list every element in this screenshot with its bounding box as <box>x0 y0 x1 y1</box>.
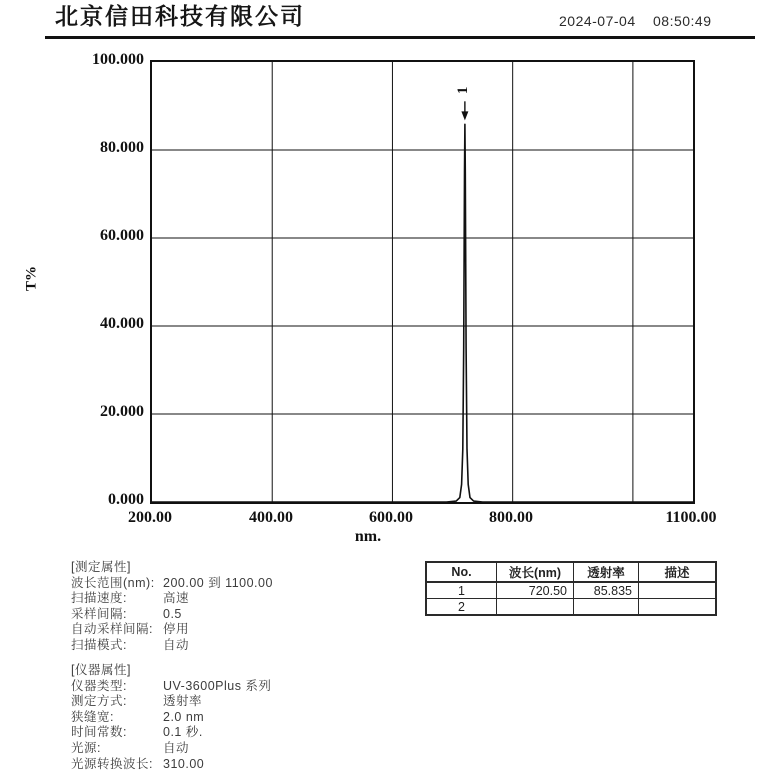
property-label: 自动采样间隔: <box>71 622 153 637</box>
property-value: 高速 <box>163 591 190 606</box>
property-value: 310.00 <box>163 756 205 771</box>
peak-table-header-no: No. <box>426 562 497 582</box>
report-time: 08:50:49 <box>653 13 712 29</box>
peak-description <box>639 599 717 616</box>
property-value: 200.00 到 1100.00 <box>163 575 273 590</box>
x-tick-label: 600.00 <box>369 509 413 526</box>
property-label: 测定方式: <box>71 694 127 709</box>
peak-no: 2 <box>426 599 497 616</box>
x-tick-label: 800.00 <box>489 509 533 526</box>
header-divider <box>45 36 755 39</box>
property-label: 狭缝宽: <box>71 709 114 724</box>
peak-no: 1 <box>426 582 497 599</box>
peak-wavelength: 720.50 <box>497 582 574 599</box>
property-label: 波长范围(nm): <box>71 575 155 590</box>
peak-table-header-description: 描述 <box>639 562 717 582</box>
property-row <box>71 679 271 695</box>
y-tick-label: 100.000 <box>92 51 144 68</box>
instrument-properties-panel <box>71 663 271 772</box>
peak-table <box>425 561 717 616</box>
y-tick-label: 0.000 <box>108 491 144 508</box>
panel-title: [仪器属性] <box>71 663 131 677</box>
x-axis-title: nm. <box>354 528 382 545</box>
x-tick-label: 1100.00 <box>665 509 717 526</box>
peak-wavelength <box>497 599 574 616</box>
property-value: UV-3600Plus 系列 <box>163 678 272 693</box>
property-label: 扫描速度: <box>71 591 127 606</box>
property-value: 停用 <box>163 622 190 637</box>
report-date: 2024-07-04 <box>559 13 636 29</box>
property-row <box>71 607 273 623</box>
peak-description <box>639 582 717 599</box>
property-row <box>71 591 273 607</box>
property-label: 光源转换波长: <box>71 756 153 771</box>
x-tick-label: 200.00 <box>128 509 172 526</box>
spectrum-plot-area <box>150 60 695 504</box>
property-label: 采样间隔: <box>71 606 127 621</box>
property-label: 时间常数: <box>71 725 127 740</box>
company-title: 北京信田科技有限公司 <box>55 3 305 29</box>
peak-transmittance: 85.835 <box>574 582 639 599</box>
property-row-clipped <box>71 757 271 772</box>
property-value: 自动 <box>163 637 190 652</box>
spectrum-plot <box>152 62 693 502</box>
property-row <box>71 638 273 654</box>
property-value: 0.1 秒. <box>163 725 203 740</box>
spectrum-curve <box>152 124 693 502</box>
property-value: 透射率 <box>163 694 203 709</box>
property-label: 仪器类型: <box>71 678 127 693</box>
y-tick-label: 60.000 <box>100 227 144 244</box>
peak-table-header-wavelength: 波长(nm) <box>497 562 574 582</box>
y-axis-title: T% <box>23 266 40 292</box>
property-row <box>71 622 273 638</box>
property-value: 2.0 nm <box>163 709 205 724</box>
peak-number-label: 1 <box>454 86 471 95</box>
measurement-properties-panel <box>71 560 273 654</box>
y-tick-label: 20.000 <box>100 403 144 420</box>
peak-arrowhead-icon <box>461 111 468 120</box>
property-row <box>71 694 271 710</box>
property-row <box>71 741 271 757</box>
peak-table-header-transmittance: 透射率 <box>574 562 639 582</box>
y-tick-label: 80.000 <box>100 139 144 156</box>
property-row <box>71 576 273 592</box>
x-tick-label: 400.00 <box>249 509 293 526</box>
peak-table-header-row <box>426 562 716 582</box>
property-label: 扫描模式: <box>71 637 127 652</box>
peak-table-row <box>426 582 716 599</box>
peak-transmittance <box>574 599 639 616</box>
property-row <box>71 710 271 726</box>
property-label: 光源: <box>71 740 101 755</box>
y-tick-label: 40.000 <box>100 315 144 332</box>
peak-table-row <box>426 599 716 616</box>
property-value: 0.5 <box>163 606 182 621</box>
panel-title: [测定属性] <box>71 560 131 574</box>
property-row <box>71 725 271 741</box>
property-value: 自动 <box>163 740 190 755</box>
